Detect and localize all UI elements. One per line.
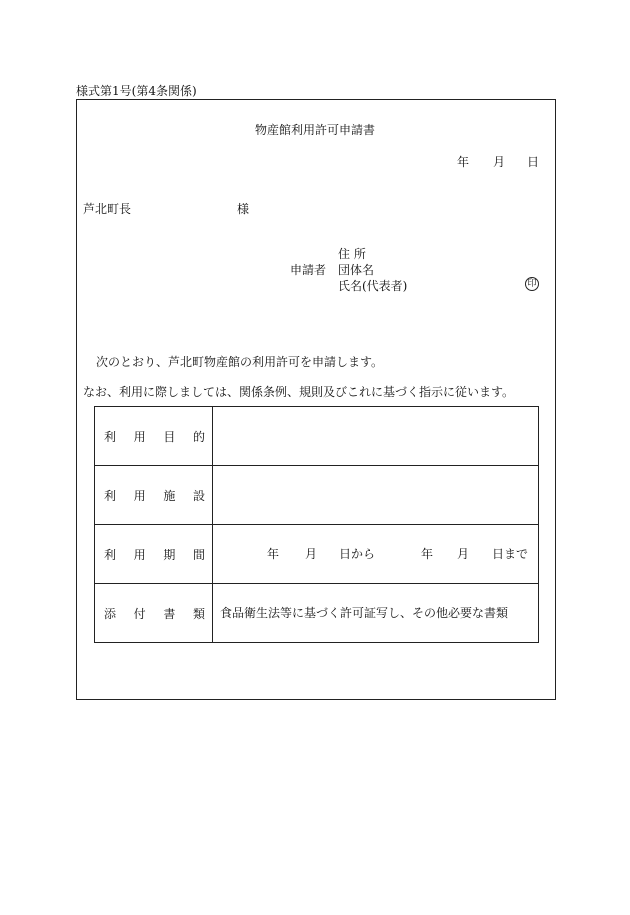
- purpose-label-char: 利: [104, 429, 117, 444]
- document-title: 物産館利用許可申請書: [255, 123, 376, 137]
- attachments-label-char: 書: [163, 606, 176, 621]
- period-value[interactable]: [213, 525, 539, 584]
- period-from-day: 日から: [339, 547, 376, 561]
- period-from-month: 月: [305, 547, 318, 561]
- attachments-label: [95, 584, 213, 643]
- attachments-label-char: 添: [104, 606, 117, 621]
- form-number: 様式第1号(第4条関係): [76, 84, 197, 98]
- facility-label-char: 用: [133, 488, 146, 503]
- period-label-char: 間: [192, 547, 205, 562]
- period-from-year: 年: [267, 547, 280, 561]
- purpose-label-char: 的: [192, 429, 205, 444]
- purpose-value[interactable]: [213, 407, 539, 466]
- purpose-label-char: 用: [133, 429, 146, 444]
- period-label-char: 用: [133, 547, 146, 562]
- seal-mark: 印: [525, 277, 539, 291]
- period-to-month: 月: [457, 547, 470, 561]
- date-month: 月: [493, 155, 506, 169]
- form-table: [94, 406, 539, 643]
- date-day: 日: [527, 155, 540, 169]
- attachments-label-char: 類: [192, 606, 205, 621]
- table-row-attachments: [95, 584, 539, 643]
- purpose-label-char: 目: [163, 429, 176, 444]
- facility-label-char: 施: [163, 488, 176, 503]
- addressee-honorific: 様: [237, 202, 250, 216]
- period-label-char: 利: [104, 547, 117, 562]
- attachments-value[interactable]: [213, 584, 539, 643]
- applicant-label: 申請者: [290, 263, 327, 277]
- facility-value[interactable]: [213, 466, 539, 525]
- attachments-label-char: 付: [133, 606, 146, 621]
- table-row-facility: [95, 466, 539, 525]
- table-row-purpose: [95, 407, 539, 466]
- addressee-name: 芦北町長: [83, 202, 132, 216]
- date-year: 年: [457, 155, 470, 169]
- purpose-label: [95, 407, 213, 466]
- applicant-address-label: 住 所: [338, 247, 366, 261]
- applicant-name-label: 氏名(代表者): [338, 279, 408, 293]
- body-line-1: 次のとおり、芦北町物産館の利用許可を申請します。: [96, 355, 384, 369]
- table-row-period: [95, 525, 539, 584]
- facility-label-char: 設: [192, 488, 205, 503]
- period-label: [95, 525, 213, 584]
- period-to-day: 日まで: [492, 547, 529, 561]
- attachments-text: 食品衛生法等に基づく許可証写し、その他必要な書類: [220, 606, 509, 620]
- facility-label: [95, 466, 213, 525]
- period-to-year: 年: [421, 547, 434, 561]
- applicant-group-label: 団体名: [338, 263, 375, 277]
- body-line-2: なお、利用に際しましては、関係条例、規則及びこれに基づく指示に従います。: [83, 385, 515, 399]
- facility-label-char: 利: [104, 488, 117, 503]
- period-label-char: 期: [163, 547, 176, 562]
